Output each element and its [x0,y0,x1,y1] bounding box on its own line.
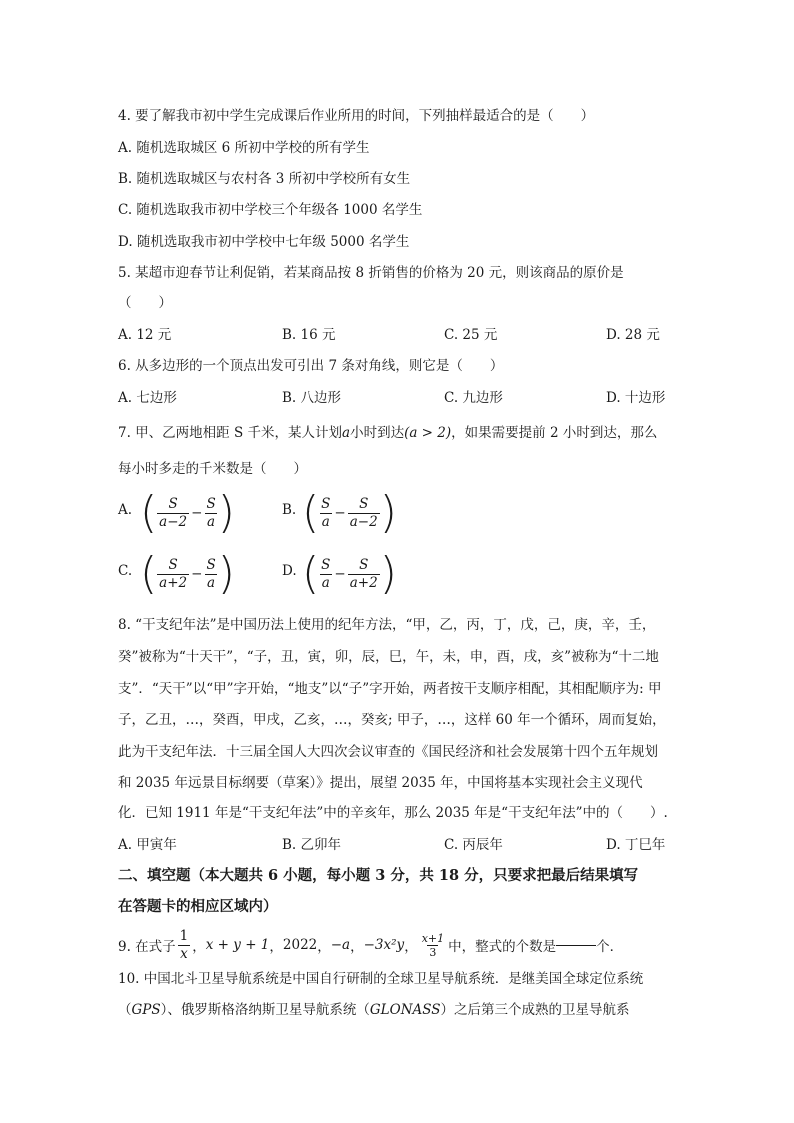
q7-d-minus: − [334,566,346,582]
q7-c-frac1: $\frac{S}{a+2}$ [159,556,188,591]
q7-b-rparen: ) [379,487,397,538]
q7-stem-line2: 每小时多走的千米数是（ ） [118,461,307,477]
q7-b-frac1: $\frac{S}{a}$ [321,495,331,530]
q9-expr-neg-a: −a [330,937,351,953]
q8-line-1: 8. “干支纪年法”是中国历法上使用的纪年方法，“甲，乙，丙，丁，戊，己，庚，辛，壬， [118,617,656,633]
q5-option-d: D. 28 元 [606,327,660,343]
q8-option-d: D. 丁巳年 [606,837,666,853]
q9-expr-2022: 2022 [282,937,318,953]
q7-d-lparen: ( [302,548,320,599]
q7-a-lparen: ( [140,487,158,538]
q7-option-d-label: D. [282,563,297,579]
q8-line-2: 癸”被称为“十天干”，“子，丑，寅，卯，辰，巳，午，未，申，酉，戌，亥”被称为“十二地 [118,649,659,665]
q8-line-4: 子，乙丑，…，癸酉，甲戌，乙亥，…，癸亥; 甲子，…，这样 60 年一个循环，周而复始， [118,712,666,728]
q7-option-d-expr [302,548,397,599]
q4-option-c: C. 随机选取我市初中学校三个年级各 1000 名学生 [118,202,423,218]
q9-stem: 9. 在式子 $\frac{1}{x}$ ， x + y + 1 ， 2022 ， −a ， −3x²y ， $\frac{x+1}{3}$ 中，整式的个数是 个． [118,927,624,962]
q8-option-a: A. 甲寅年 [118,837,177,853]
section-2-heading-line1: 二、填空题（本大题共 6 小题，每小题 3 分，共 18 分，只要求把最后结果填写 [118,867,639,884]
q7-a-frac2: $\frac{S}{a}$ [206,495,216,530]
q6-stem: 6. 从多边形的一个顶点出发可引出 7 条对角线，则它是（ ） [118,358,504,374]
q7-var-a: a [342,425,351,441]
q7-a-rparen: ) [217,487,235,538]
q5-option-b: B. 16 元 [282,327,336,343]
q8-line-6: 和 2035 年远景目标纲要（草案）》提出，展望 2035 年，中国将基本实现社会主义现代 [118,775,643,791]
q8-line-3: 支”．“天干”以“甲”字开始，“地支”以“子”字开始，两者按干支顺序相配，其相配顺序为: 甲 [118,681,662,697]
q7-d-frac2: $\frac{S}{a+2}$ [349,556,378,591]
q6-options [118,386,678,408]
q7-b-lparen: ( [302,487,320,538]
q4-option-a: A. 随机选取城区 6 所初中学校的所有学生 [118,140,370,156]
q7-stem [118,421,657,441]
q9-answer-blank[interactable] [556,945,596,946]
q9-expr-neg-3x2y: −3x²y [363,937,405,953]
q7-stem-part2: 小时到达 [350,425,405,441]
q10-glonass: GLONASS [369,1002,441,1018]
q9-fraction-x-plus-1-over-3: $\frac{x+1}{3}$ [421,931,445,959]
q5-option-a: A. 12 元 [118,327,172,343]
q8-option-c: C. 丙辰年 [444,837,503,853]
q5-option-c: C. 25 元 [444,327,498,343]
q8-option-b: B. 乙卯年 [282,837,342,853]
q9-prefix: 9. 在式子 [118,939,176,955]
q5-stem: 5. 某超市迎春节让利促销，若某商品按 8 折销售的价格为 20 元，则该商品的原价是 [118,265,624,281]
q6-option-d: D. 十边形 [606,390,666,406]
q7-stem-part3: ，如果需要提前 2 小时到达，那么 [451,425,658,441]
q8-line-7: 化．已知 1911 年是“干支纪年法”中的辛亥年，那么 2035 年是“干支纪年法”中的（ ）. [118,805,668,821]
q6-option-a: A. 七边形 [118,390,177,406]
q7-option-c-expr [140,548,235,599]
q6-option-b: B. 八边形 [282,390,342,406]
q5-options [118,323,678,345]
q7-option-c-label: C. [118,563,133,579]
q7-d-rparen: ) [379,548,397,599]
q7-b-minus: − [334,505,346,521]
q6-option-c: C. 九边形 [444,390,503,406]
q4-stem: 4. 要了解我市初中学生完成课后作业所用的时间，下列抽样最适合的是（ ） [118,108,595,124]
q4-option-b: B. 随机选取城区与农村各 3 所初中学校所有女生 [118,171,411,187]
q7-c-rparen: ) [217,548,235,599]
q8-options [118,833,678,855]
q7-option-a-label: A. [118,502,133,518]
q10-gps: GPS [131,1002,161,1018]
q7-d-frac1: $\frac{S}{a}$ [321,556,331,591]
section-2-heading-line2: 在答题卡的相应区域内） [118,898,278,915]
q9-fraction-1-over-x: $\frac{1}{x}$ [179,927,189,962]
q10-line-1: 10. 中国北斗卫星导航系统是中国自行研制的全球卫星导航系统．是继美国全球定位系统 [118,971,644,987]
q7-option-b-label: B. [282,502,297,518]
q7-a-frac1: $\frac{S}{a-2}$ [159,495,188,530]
q9-unit: 个． [596,939,624,955]
q4-option-d: D. 随机选取我市初中学校中七年级 5000 名学生 [118,234,410,250]
q7-c-minus: − [191,566,203,582]
q7-c-frac2: $\frac{S}{a}$ [206,556,216,591]
q7-c-lparen: ( [140,548,158,599]
q7-option-a-expr [140,487,235,538]
q7-stem-part1: 7. 甲、乙两地相距 S 千米，某人计划 [118,425,343,441]
q8-line-5: 此为干支纪年法．十三届全国人大四次会议审查的《国民经济和社会发展第十四个五年规划 [118,744,658,760]
q7-a-minus: − [191,505,203,521]
q9-expr-x-y-1: x + y + 1 [205,937,270,953]
q7-option-b-expr [302,487,397,538]
q5-answer-paren: （ ） [118,295,172,311]
q7-condition: (a > 2) [404,425,452,441]
q10-line-2: （GPS）、俄罗斯格洛纳斯卫星导航系统（GLONASS）之后第三个成熟的卫星导航系 [118,1002,630,1018]
q9-suffix: 中，整式的个数是 [448,939,557,955]
q7-b-frac2: $\frac{S}{a-2}$ [349,495,378,530]
